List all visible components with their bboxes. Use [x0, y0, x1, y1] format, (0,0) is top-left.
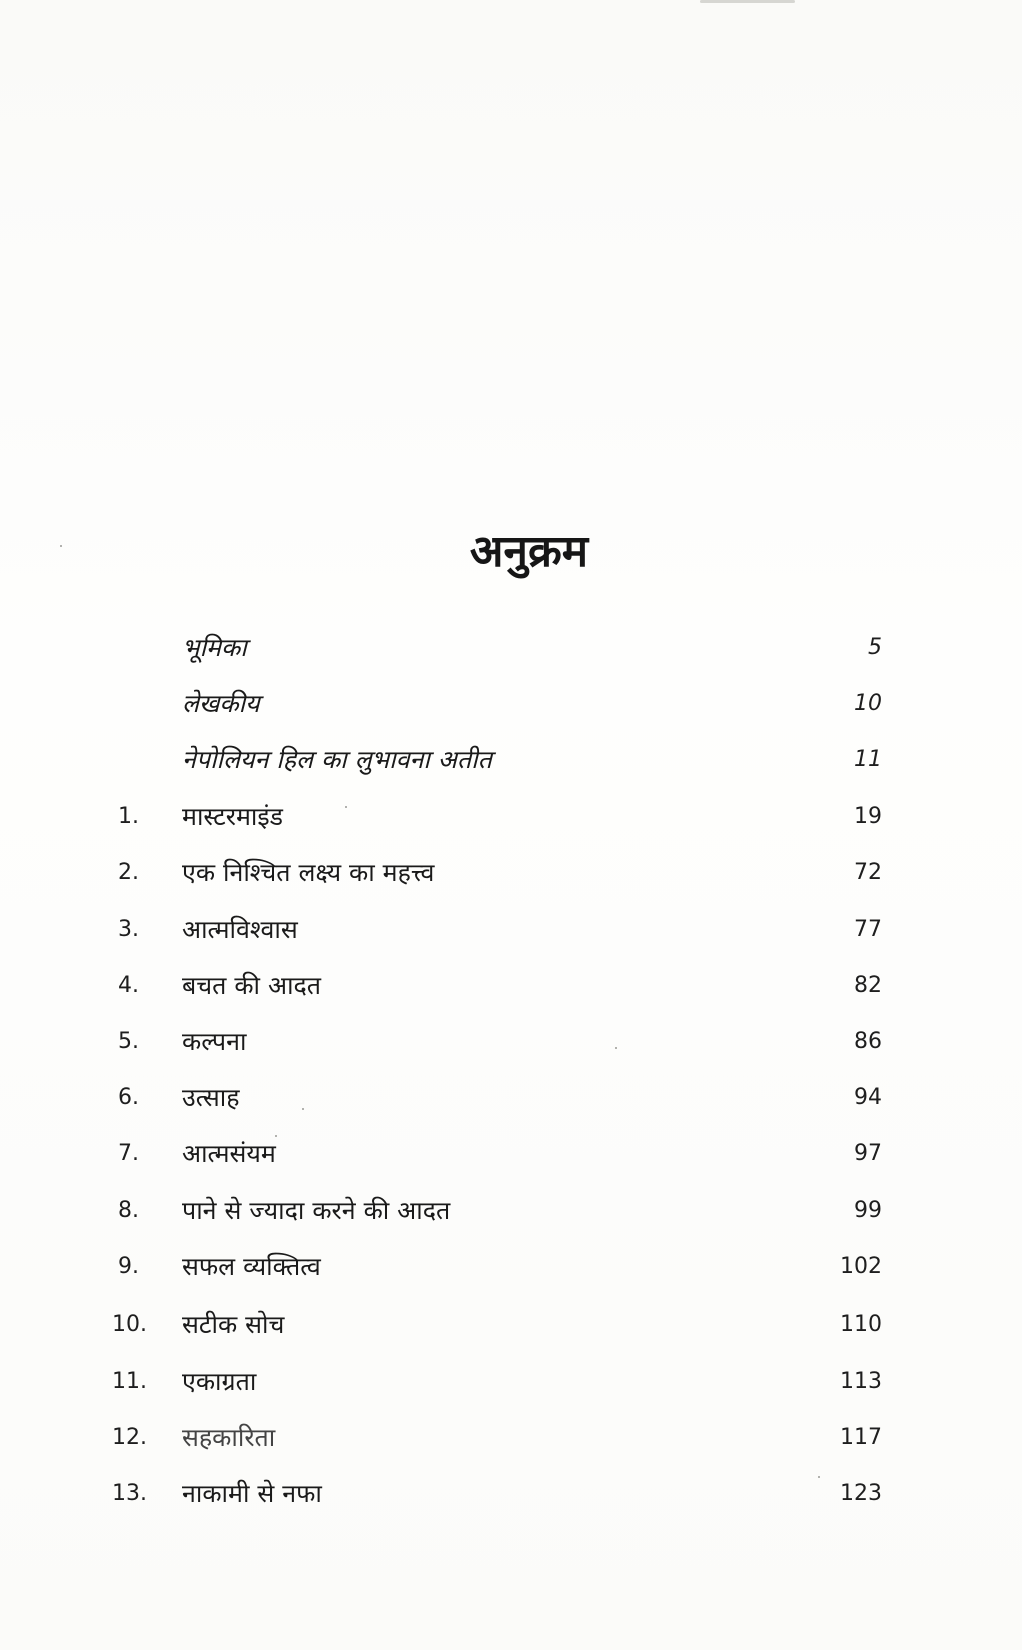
toc-row-front-1	[0, 628, 1022, 668]
toc-entry-label: पाने से ज्यादा करने की आदत	[182, 1196, 451, 1225]
toc-entry-label: सटीक सोच	[182, 1310, 285, 1339]
toc-entry-label: सफल व्यक्तित्व	[182, 1252, 321, 1281]
toc-entry-label: बचत की आदत	[182, 971, 322, 1000]
toc-entry-label: लेखकीय	[182, 689, 260, 718]
toc-entry-number: 6.	[118, 1085, 139, 1110]
paper-speck	[818, 1476, 820, 1478]
toc-entry-page: 110	[840, 1312, 882, 1337]
toc-entry-number: 7.	[118, 1141, 139, 1166]
toc-entry-number: 3.	[118, 917, 139, 942]
toc-row-chapter-8	[0, 1191, 1022, 1231]
toc-row-chapter-13	[0, 1474, 1022, 1514]
toc-title: अनुक्रम	[469, 526, 589, 577]
toc-entry-number: 8.	[118, 1198, 139, 1223]
toc-entry-page: 86	[854, 1029, 882, 1054]
toc-entry-label: आत्मसंयम	[182, 1139, 276, 1168]
paper-speck	[60, 545, 62, 547]
toc-entry-number: 2.	[118, 860, 139, 885]
toc-entry-label: नाकामी से नफा	[182, 1479, 322, 1508]
toc-row-chapter-6	[0, 1078, 1022, 1118]
toc-entry-page: 82	[854, 973, 882, 998]
toc-entry-label: सहकारिता	[182, 1423, 276, 1452]
toc-row-front-2	[0, 684, 1022, 724]
toc-entry-page: 99	[854, 1198, 882, 1223]
toc-entry-page: 97	[854, 1141, 882, 1166]
toc-entry-number: 12.	[112, 1425, 147, 1450]
toc-entry-page: 77	[854, 917, 882, 942]
paper-speck	[345, 806, 347, 808]
toc-entry-number: 5.	[118, 1029, 139, 1054]
toc-entry-page: 123	[840, 1481, 882, 1506]
toc-row-chapter-4	[0, 966, 1022, 1006]
toc-entry-page: 94	[854, 1085, 882, 1110]
toc-entry-page: 117	[840, 1425, 882, 1450]
toc-entry-page: 19	[854, 804, 882, 829]
toc-row-chapter-12	[0, 1418, 1022, 1458]
toc-entry-label: एकाग्रता	[182, 1367, 257, 1396]
toc-entry-label: आत्मविश्वास	[182, 915, 298, 944]
toc-entry-number: 1.	[118, 804, 139, 829]
paper-speck	[302, 1108, 304, 1110]
toc-entry-page: 113	[840, 1369, 882, 1394]
toc-row-chapter-7	[0, 1134, 1022, 1174]
toc-entry-page: 10	[854, 691, 882, 716]
toc-row-front-3	[0, 740, 1022, 780]
paper-speck	[275, 1135, 277, 1137]
toc-row-chapter-9	[0, 1247, 1022, 1287]
toc-entry-number: 10.	[112, 1312, 147, 1337]
toc-row-chapter-11	[0, 1362, 1022, 1402]
toc-entry-page: 102	[840, 1254, 882, 1279]
toc-entry-page: 72	[854, 860, 882, 885]
toc-entry-number: 13.	[112, 1481, 147, 1506]
toc-entry-label: उत्साह	[182, 1083, 240, 1112]
toc-row-chapter-3	[0, 910, 1022, 950]
toc-entry-page: 5	[868, 635, 882, 660]
toc-entry-label: कल्पना	[182, 1027, 247, 1056]
toc-row-chapter-2	[0, 853, 1022, 893]
toc-row-chapter-1	[0, 797, 1022, 837]
toc-row-chapter-5	[0, 1022, 1022, 1062]
toc-row-chapter-10	[0, 1305, 1022, 1345]
toc-entry-label: भूमिका	[182, 633, 247, 662]
toc-entry-number: 4.	[118, 973, 139, 998]
toc-entry-label: एक निश्चित लक्ष्य का महत्त्व	[182, 858, 435, 887]
toc-entry-page: 11	[854, 747, 882, 772]
toc-entry-label: नेपोलियन हिल का लुभावना अतीत	[182, 745, 492, 774]
paper-speck	[615, 1047, 617, 1049]
toc-entry-label: मास्टरमाइंड	[182, 802, 284, 831]
toc-entry-number: 9.	[118, 1254, 139, 1279]
toc-entry-number: 11.	[112, 1369, 147, 1394]
